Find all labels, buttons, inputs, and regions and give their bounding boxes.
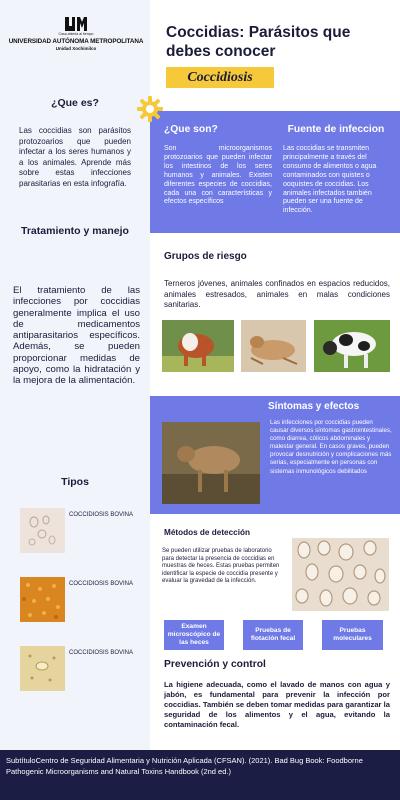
calf-photo-2 — [241, 320, 306, 372]
microscopy-thumbnail-2 — [20, 577, 65, 622]
grupos-text: Terneros jóvenes, animales confinados en espacios reducidos, animales estresados, animales en malas condiciones sanitarias. — [164, 279, 390, 309]
microscopy-thumbnail-1 — [20, 508, 65, 553]
prevencion-text: La higiene adecuada, como el lavado de manos con agua y jabón, es fundamental para prevenir la infección por coccidias. También se deben tomar medidas para garantizar la seguridad de los alimentos y el agua, evitando la contaminación fecal. — [164, 680, 390, 729]
grupos-heading: Grupos de riesgo — [164, 251, 247, 262]
fuente-heading: Fuente de infeccion — [287, 124, 385, 135]
que-son-text: Son microorganismos protozoarios que pueden infectar los intestinos de los seres humanos y animales. Existen diferentes especies de coccidias, cada una con características y efectos específicos — [164, 145, 272, 206]
microscopy-thumbnail-3 — [20, 646, 65, 691]
prevencion-heading: Prevención y control — [164, 659, 266, 670]
university-logo — [6, 16, 146, 56]
que-es-heading: ¿Que es? — [51, 97, 99, 109]
tipo-label-1: COCCIDIOSIS BOVINA — [69, 512, 134, 518]
logo-tagline: Casa abierta al tiempo — [58, 32, 94, 36]
sick-calf-photo — [162, 422, 260, 504]
calf-photo-1 — [162, 320, 234, 372]
calf-photo-3 — [314, 320, 390, 372]
flotacion-fecal-button[interactable]: Pruebas de flotación fecal — [243, 620, 303, 650]
uam-logo — [64, 16, 88, 32]
tratamiento-heading: Tratamiento y manejo — [21, 225, 129, 237]
subtitle-text: Coccidiosis — [187, 70, 253, 85]
tipo-label-3: COCCIDIOSIS BOVINA — [69, 650, 134, 656]
sintomas-heading: Síntomas y efectos — [268, 401, 360, 412]
fuente-text: Las coccidias se transmiten principalmente a través del consumo de alimentos o agua contaminados con quistes o ooquistes de coccidias. Los animales infectados también pueden ser una fuente de infección. — [283, 145, 377, 215]
tipo-label-2: COCCIDIOSIS BOVINA — [69, 581, 134, 587]
sintomas-text: Las infecciones por coccidias pueden causar diversos síntomas gastrointestinales, como diarrea, cólicos abdominales y malestar general. En casos graves, pueden provocar desnutrición y complicaciones más serias, especialmente en personas con sistemas inmunológicos debilitados — [270, 419, 392, 475]
logo-unit: Unidad Xochimilco — [55, 46, 97, 51]
logo-name: UNIVERSIDAD AUTÓNOMA METROPOLITANA — [8, 38, 144, 45]
que-son-heading: ¿Que son? — [164, 124, 218, 135]
metodos-text: Se pueden utilizar pruebas de laboratorio para detectar la presencia de coccidias en muestras de heces. Estas pruebas permiten identificar la especie de coccidia presente y evaluar la gravedad de la infección. — [162, 548, 280, 585]
examen-microscopico-button[interactable]: Examen microscópico de las heces — [164, 620, 224, 650]
footer-reference: SubtítuloCentro de Seguridad Alimentaria y Nutrición Aplicada (CFSAN). (2021). Bad Bug Book: Foodborne Pathogenic Microorganisms and Natural Toxins Handbook (2nd ed.) — [6, 756, 363, 776]
sun-gear-icon — [137, 96, 163, 122]
tratamiento-text: El tratamiento de las infecciones por coccidias generalmente implica el uso de medicamentos antiparasitarios específicos. Además, se pueden proporcionar medidas de apoyo, como la hidratación y la mejora de la alimentación. — [13, 285, 140, 387]
metodos-heading: Métodos de detección — [164, 528, 250, 537]
oocysts-micrograph — [292, 538, 389, 611]
page-title: Coccidias: Parásitos que debes conocer — [166, 24, 351, 60]
pruebas-moleculares-button[interactable]: Pruebas moleculares — [322, 620, 383, 650]
tipos-heading: Tipos — [61, 476, 89, 488]
que-es-text: Las coccidias son parásitos protozoarios que pueden infectar a los seres humanos y a los animales. Aprende más sobre estas infecciones parasitarias en esta infografía. — [19, 126, 131, 188]
